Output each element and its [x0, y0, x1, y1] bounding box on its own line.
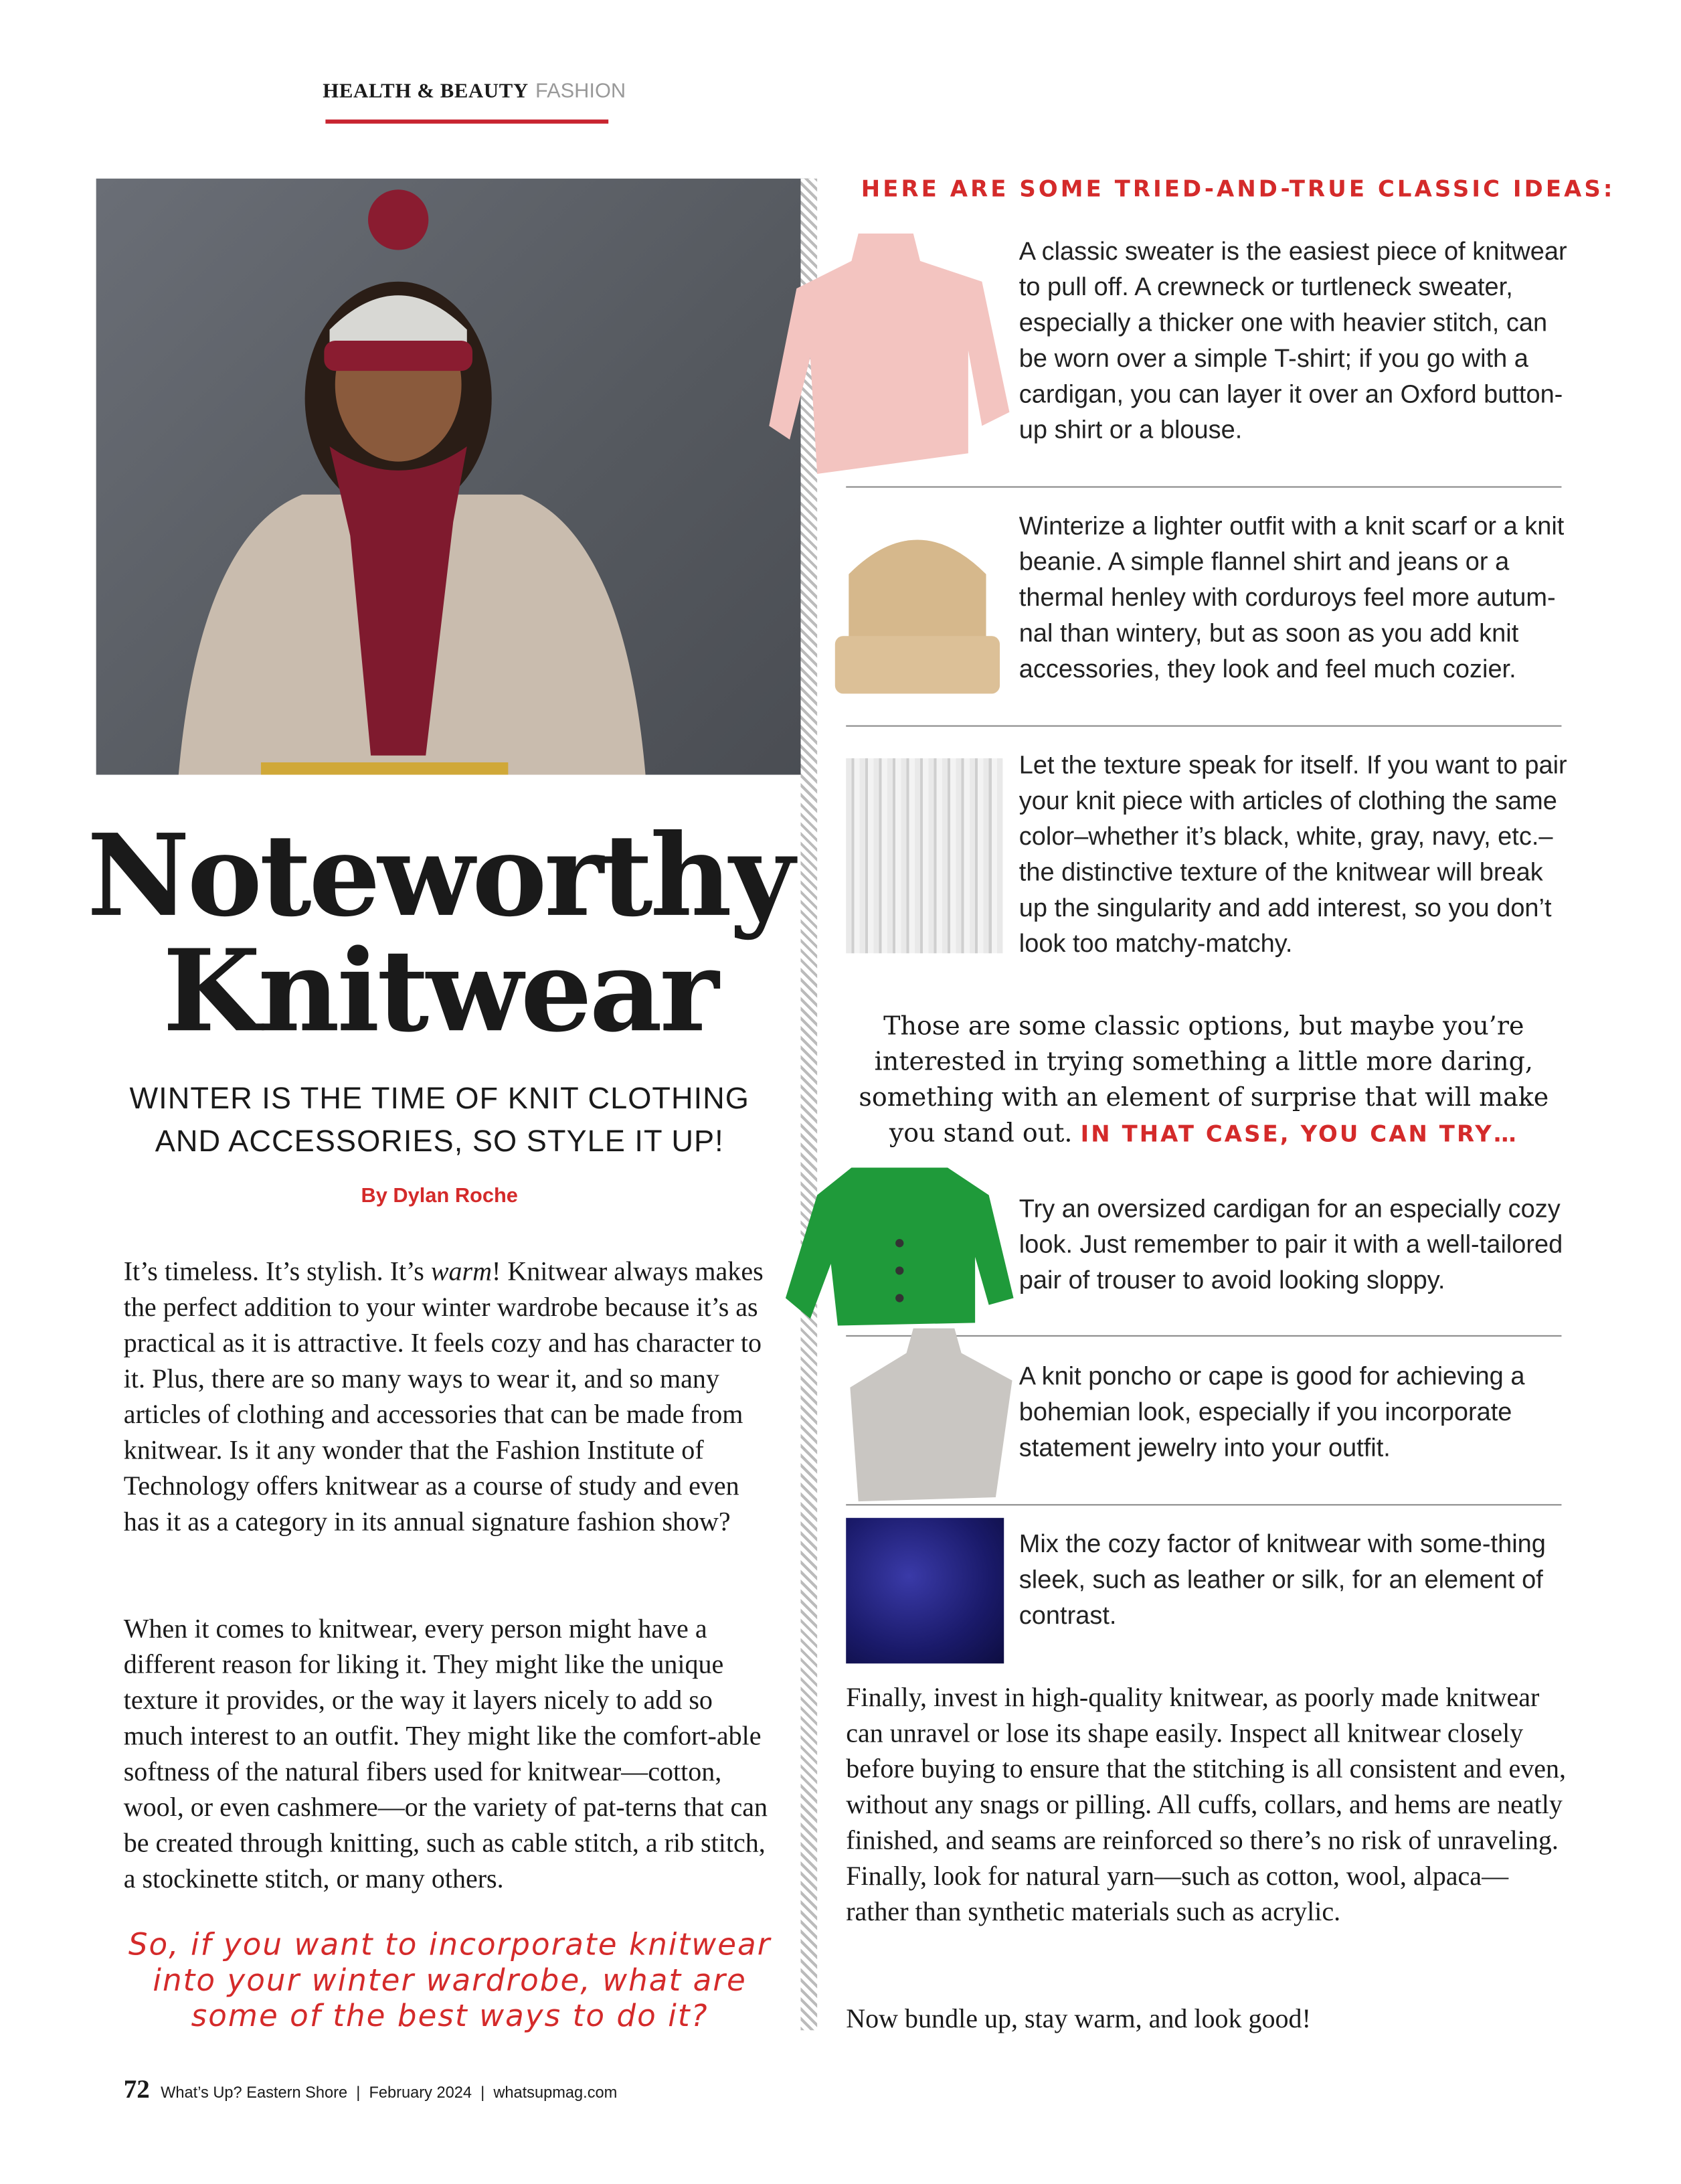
item-divider: [846, 1504, 1561, 1505]
item-divider: [846, 726, 1561, 727]
section-category: HEALTH & BEAUTY: [323, 81, 529, 103]
green-cardigan-image: [783, 1161, 1016, 1333]
beige-beanie-image: [828, 513, 1007, 705]
title-line-2: Knitwear: [163, 926, 717, 1058]
p1-text-b: ! Knitwear always makes the perfect addition to your winter wardrobe because it’s as practical as it is attractive. It feels cozy and has character to it. Plus, there are so many ways to wear it, and so many articles of clothing and accessories that can be made from knitwear. Is it any wonder that the Fashion Institute of Technology offers knitwear as a course of study and even has it as a category in its annual signature fashion show?: [123, 1258, 764, 1537]
article-subtitle: WINTER IS THE TIME OF KNIT CLOTHING AND ACCESSORIES, SO STYLE IT UP!: [129, 1081, 749, 1159]
transition-text: Those are some classic options, but maybe you’re interested in trying something a little more daring, something with an element of surprise that will make you stand out.: [859, 1012, 1549, 1149]
header-rule: [325, 120, 608, 124]
pull-quote: So, if you want to incorporate knitwear into your winter wardrobe, what are some of the best ways to do it?: [128, 1928, 772, 2035]
knit-texture-image: [846, 758, 1002, 953]
daring-idea-2: A knit poncho or cape is good for achieving a bohemian look, especially if you incorporate statement jewelry into your outfit.: [1019, 1361, 1525, 1462]
classic-idea-1: A classic sweater is the easiest piece of knitwear to pull off. A crewneck or turtleneck sweater, especially a thicker one with heavier stitch, can be worn over a simple T-shirt; if you go with a cardigan, you can layer it over an Oxford button-up shirt or a blouse.: [1019, 236, 1567, 444]
daring-idea-3: Mix the cozy factor of knitwear with some-thing sleek, such as leather or silk, for an element of contrast.: [1019, 1529, 1546, 1630]
closing-line: Now bundle up, stay warm, and look good!: [846, 2005, 1311, 2035]
article-title: [82, 810, 796, 1058]
body-paragraph-1: [124, 1256, 776, 1541]
section-header: [323, 80, 626, 104]
body-paragraph-2: When it comes to knitwear, every person might have a different reason for liking it. They might like the unique texture it provides, or the way it layers nicely to add so much interest to an outfit. They might like the comfort-able softness of the natural fibers used for knitwear—cotton, wool, or even cashmere—or the variety of pat-terns that can be created through knitting, such as cable stitch, a rib stitch, a stockinette stitch, or many others.: [123, 1615, 768, 1895]
pink-sweater-image: [762, 220, 1016, 481]
p1-emphasis: warm: [430, 1258, 493, 1288]
classic-idea-2: Winterize a lighter outfit with a knit scarf or a knit beanie. A simple flannel shirt and jeans or a thermal henley with corduroys feel more autum-nal than wintery, but as soon as you add knit accessories, they look and feel much cozier.: [1019, 511, 1565, 683]
navy-silk-image: [846, 1518, 1004, 1664]
byline: By Dylan Roche: [361, 1184, 518, 1207]
hero-photo: [96, 179, 810, 775]
page-number: 72: [123, 2076, 150, 2105]
woman-in-knitwear-image: [96, 179, 810, 775]
transition-lead: IN THAT CASE, YOU CAN TRY…: [1080, 1120, 1518, 1147]
page-footer: [124, 2076, 618, 2106]
final-paragraph: Finally, invest in high-quality knitwear, as poorly made knitwear can unravel or lose its shape easily. Inspect all knitwear closely before buying to ensure that the stitching is all consistent and even, without any snags or pilling. All cuffs, collars, and hems are neatly finished, and seams are reinforced so there’s no risk of unraveling. Finally, look for natural yarn—such as cotton, wool, alpaca—rather than synthetic materials such as acrylic.: [846, 1684, 1567, 1928]
p1-text-a: It’s timeless. It’s stylish. It’s: [123, 1258, 431, 1288]
ideas-heading: HERE ARE SOME TRIED-AND-TRUE CLASSIC IDEAS:: [861, 175, 1615, 202]
item-divider: [846, 487, 1561, 488]
publication-info: What’s Up? Eastern Shore | February 2024 | whatsupmag.com: [161, 2085, 618, 2102]
section-subcategory: FASHION: [535, 80, 626, 103]
classic-idea-3: Let the texture speak for itself. If you want to pair your knit piece with articles of clothing the same color–whether it’s black, white, gray, navy, etc.–the distinctive texture of the knitwear will break up the singularity and add interest, so you don’t look too matchy-matchy.: [1019, 750, 1567, 958]
daring-idea-1: Try an oversized cardigan for an especially cozy look. Just remember to pair it with a well-tailored pair of trouser to avoid looking sloppy.: [1019, 1193, 1563, 1294]
gray-poncho-image: [845, 1325, 1016, 1504]
title-line-1: Noteworthy: [86, 810, 792, 942]
transition-paragraph: [846, 1009, 1561, 1152]
